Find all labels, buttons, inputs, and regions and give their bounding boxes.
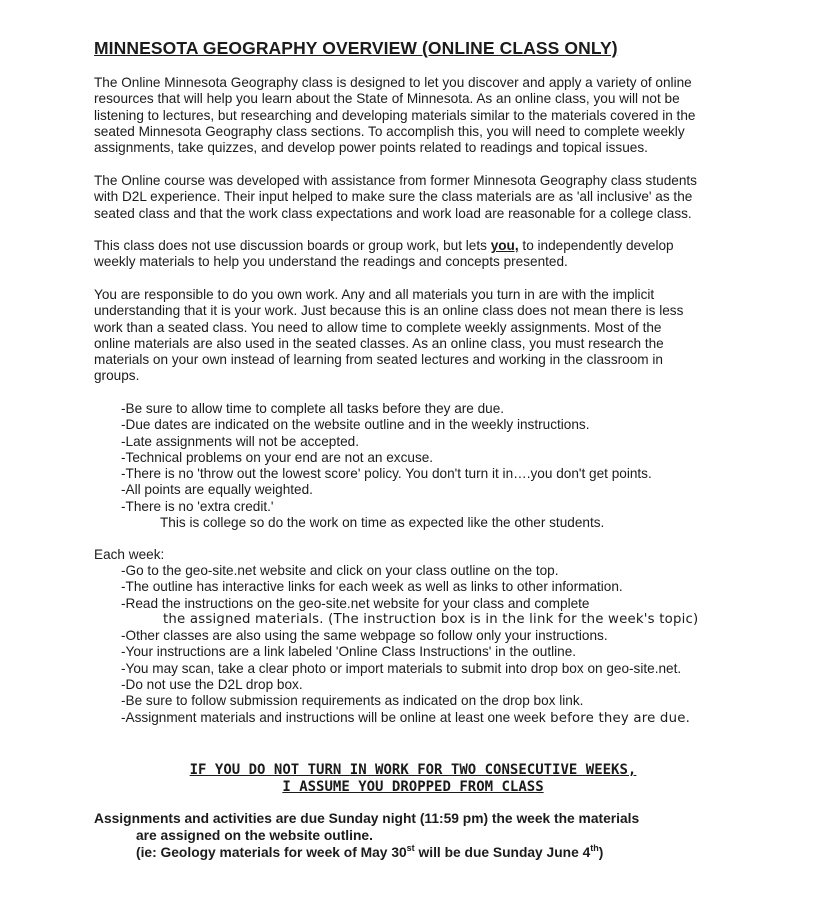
text-line: weekly materials to help you understand the readings and concepts presented. (94, 254, 568, 270)
text-line: assignments, take quizzes, and develop power points related to readings and topical issues. (94, 140, 648, 156)
text-line: understanding that it is your work. Just because this is an online class does not mean there is less (94, 303, 684, 319)
list-item: -Read the instructions on the geo-site.net website for your class and complete (121, 595, 590, 611)
text-line: groups. (94, 368, 140, 384)
text-line: seated class and that the work class expectations and work load are reasonable for a college class. (94, 205, 692, 221)
text-line: seated Minnesota Geography class sections. To accomplish this, you will need to complete weekly (94, 123, 685, 139)
list-item: -Go to the geo-site.net website and click on your class outline on the top. (121, 563, 559, 578)
list-item: -Other classes are also using the same webpage so follow only your instructions. (121, 628, 608, 644)
rules-note: This is college so do the work on time as expected like the other students. (160, 515, 605, 531)
text-line: listening to lectures, but researching and developing materials similar to the materials covered in the (94, 107, 696, 123)
text-segment: (ie: Geology materials for week of May 30 (136, 844, 407, 860)
each-week-heading: Each week: (94, 547, 165, 562)
text-line: resources that will help you learn about the State of Minnesota. As an online class, you will not be (94, 91, 680, 107)
list-item: -There is no 'throw out the lowest score' policy. You don't turn it in….you don't get points. (121, 466, 652, 482)
text-segment: will be due Sunday June 4 (414, 844, 591, 860)
ordinal-suffix: th (590, 842, 599, 853)
list-item: -Technical problems on your end are not an excuse. (121, 449, 434, 465)
text-line: You are responsible to do you own work. Any and all materials you turn in are with the implicit (94, 287, 655, 302)
page-title: MINNESOTA GEOGRAPHY OVERVIEW (ONLINE CLASS ONLY) (94, 38, 618, 58)
responsibility-paragraph (94, 287, 734, 385)
text-line: materials on your own instead of learning from seated lectures and working in the classroom in (94, 352, 663, 368)
text-line: online materials are also used in the seated classes. As an online class, you must research the (94, 335, 664, 351)
text-segment: This class does not use discussion boards or group work, but lets (94, 238, 491, 253)
dropped-class-warning (0, 762, 820, 796)
list-item: -Due dates are indicated on the website outline and in the weekly instructions. (121, 417, 590, 433)
text-line: The Online Minnesota Geography class is designed to let you discover and apply a variety of online (94, 75, 692, 90)
text-line: work than a seated class. You need to allow time to complete weekly assignments. Most of the (94, 319, 662, 335)
due-date-note (94, 811, 639, 861)
list-item: -Be sure to allow time to complete all tasks before they are due. (121, 401, 505, 416)
list-item: -There is no 'extra credit.' (121, 498, 274, 514)
ordinal-suffix: st (406, 842, 415, 853)
list-item: -Be sure to follow submission requirements as indicated on the drop box link. (121, 693, 584, 709)
list-item: -You may scan, take a clear photo or import materials to submit into drop box on geo-site.net. (121, 660, 682, 676)
text-line (94, 238, 734, 254)
development-paragraph (94, 173, 734, 222)
list-item: -Late assignments will not be accepted. (121, 433, 360, 449)
independent-work-paragraph (94, 238, 734, 271)
text-line (94, 842, 639, 862)
text-segment: before they are due. (545, 710, 691, 726)
intro-paragraph (94, 75, 734, 156)
list-item (121, 710, 698, 727)
text-segment: ) (598, 844, 604, 860)
text-line: are assigned on the website outline. (136, 827, 373, 843)
text-segment: -Assignment materials and instructions will be online at least one week (121, 709, 546, 725)
emphasis-you: you, (490, 238, 519, 253)
list-item: -Your instructions are a link labeled 'Online Class Instructions' in the outline. (121, 644, 577, 660)
list-item: -Do not use the D2L drop box. (121, 677, 303, 693)
list-item: -All points are equally weighted. (121, 482, 313, 498)
list-item-continuation: the assigned materials. (The instruction box is in the link for the week's topic) (163, 611, 699, 627)
rules-list (121, 401, 652, 531)
list-item: -The outline has interactive links for each week as well as links to other information. (121, 579, 623, 595)
text-line: The Online course was developed with assistance from former Minnesota Geography class students (94, 173, 697, 188)
text-line: with D2L experience. Their input helped to make sure the class materials are as 'all inclusive' as the (94, 189, 693, 205)
warning-line: I ASSUME YOU DROPPED FROM CLASS (282, 779, 544, 795)
text-line: Assignments and activities are due Sunday night (11:59 pm) the week the materials (94, 811, 640, 826)
text-segment: to independently develop (518, 238, 674, 253)
each-week-list (121, 563, 698, 727)
warning-line: IF YOU DO NOT TURN IN WORK FOR TWO CONSECUTIVE WEEKS, (189, 762, 637, 778)
